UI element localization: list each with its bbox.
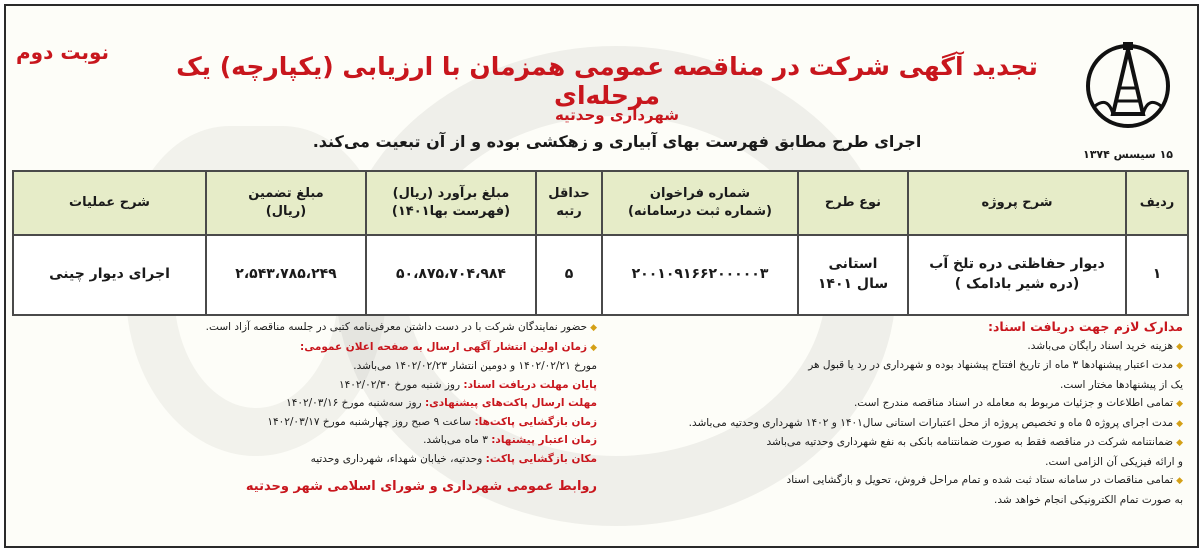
list-item: ◆تمامی مناقصات در سامانه ستاد ثبت شده و تمام مراحل فروش، تحویل و بازگشایی اسناد — [786, 474, 1183, 486]
header-type: نوع طرح — [798, 171, 908, 235]
required-documents — [613, 318, 1183, 509]
document-deadline: پایان مهلت دریافت اسناد: روز شنبه مورخ ۱۴۰۲/۰۲/۳۰ — [338, 378, 597, 391]
first-publication-value: مورخ ۱۴۰۲/۰۲/۲۱ و دومین انتشار ۱۴۰۲/۰۲/۲۳ می‌باشد. — [353, 360, 597, 372]
bullet-icon: ◆ — [1176, 476, 1183, 486]
cell-row-no: ۱ — [1126, 235, 1188, 315]
municipality-logo — [1073, 36, 1183, 176]
list-item: ◆مدت اعتبار پیشنهادها ۳ ماه از تاریخ افتتاح پیشنهاد بوده و شهرداری در رد یا قبول هر — [808, 359, 1183, 371]
tender-notice — [4, 4, 1199, 548]
bullet-icon: ◆ — [1176, 399, 1183, 409]
header-tender-no: شماره فراخوان (شماره ثبت درسامانه) — [602, 171, 798, 235]
list-item: ◆هزینه خرید اسناد رایگان می‌باشد. — [1027, 339, 1183, 352]
list-item-continued: یک از پیشنهادها مختار است. — [1060, 378, 1183, 391]
round-badge: نوبت دوم — [16, 40, 110, 64]
notice-title: تجدید آگهی شرکت در مناقصه عمومی همزمان با ارزیابی (یکپارچه) یک مرحله‌ای — [176, 52, 1038, 110]
table-row — [13, 235, 1188, 315]
cell-type: استانی سال ۱۴۰۱ — [798, 235, 908, 315]
schedule-details — [17, 318, 597, 497]
logo-caption: ۱۵ سیسس ۱۳۷۴ — [1082, 148, 1173, 161]
attendance-note: ◆حضور نمایندگان شرکت با در دست داشتن معرفی‌نامه کتبی در جلسه مناقصه آزاد است. — [205, 321, 597, 333]
header-estimate: مبلغ برآورد (ریال) (فهرست بها۱۴۰۱) — [366, 171, 536, 235]
cell-operation: اجرای دیوار چینی — [13, 235, 206, 315]
tender-table — [12, 170, 1189, 316]
opening-time: زمان بازگشایی پاکت‌ها: ساعت ۹ صبح روز چهارشنبه مورخ ۱۴۰۲/۰۳/۱۷ — [267, 415, 597, 428]
validity-period: زمان اعتبار پیشنهاد: ۳ ماه می‌باشد. — [423, 434, 597, 446]
cell-tender-no: ۲۰۰۱۰۹۱۶۶۲۰۰۰۰۰۳ — [602, 235, 798, 315]
header-operation: شرح عملیات — [13, 171, 206, 235]
bullet-icon: ◆ — [1176, 438, 1183, 448]
header-min-rank: حداقل رتبه — [536, 171, 602, 235]
bullet-icon: ◆ — [590, 323, 597, 333]
list-item-continued: به صورت تمام الکترونیکی انجام خواهد شد. — [994, 493, 1183, 506]
notice-description: اجرای طرح مطابق فهرست بهای آبیاری و زهکشی بوده و از آن تبعیت می‌کند. — [312, 132, 922, 151]
list-item: ◆مدت اجرای پروژه ۵ ماه و تخصیص پروژه از محل اعتبارات استانی سال۱۴۰۱ و ۱۴۰۲ شهرداری وحدتیه می‌باشد. — [688, 416, 1183, 429]
public-relations-footer: روابط عمومی شهرداری و شورای اسلامی شهر وحدتیه — [245, 479, 597, 494]
header-guarantee: مبلغ تضمین (ریال) — [206, 171, 366, 235]
opening-place: مکان بازگشایی پاکت: وحدتیه، خیابان شهداء، شهرداری وحدتیه — [310, 452, 597, 465]
cell-guarantee: ۲،۵۴۳،۷۸۵،۲۴۹ — [206, 235, 366, 315]
header-row-no: ردیف — [1126, 171, 1188, 235]
documents-heading: مدارک لازم جهت دریافت اسناد: — [987, 319, 1183, 334]
list-item: ◆ضمانتنامه شرکت در مناقصه فقط به صورت ضمانتنامه بانکی به نفع شهرداری وحدتیه می‌باشد — [766, 436, 1183, 448]
bullet-icon: ◆ — [1176, 341, 1183, 352]
list-item-continued: و ارائه فیزیکی آن الزامی است. — [1045, 455, 1183, 468]
cell-estimate: ۵۰،۸۷۵،۷۰۴،۹۸۴ — [366, 235, 536, 315]
municipality-name: شهرداری وحدتیه — [554, 106, 680, 124]
list-item: ◆تمامی اطلاعات و جزئیات مربوط به معامله در اسناد مناقصه مندرج است. — [853, 397, 1183, 409]
cell-project: دیوار حفاظتی دره تلخ آب (دره شیر بادامک ) — [908, 235, 1126, 315]
bullet-icon: ◆ — [1176, 361, 1183, 371]
bid-deadline: مهلت ارسال پاکت‌های پیشنهادی: روز سه‌شنبه مورخ ۱۴۰۲/۰۳/۱۶ — [286, 397, 597, 409]
tower-icon — [1083, 36, 1173, 146]
bullet-icon: ◆ — [590, 342, 597, 353]
cell-min-rank: ۵ — [536, 235, 602, 315]
first-publication-label: ◆زمان اولین انتشار آگهی ارسال به صفحه اعلان عمومی: — [300, 340, 597, 353]
table-header-row — [13, 171, 1188, 235]
bullet-icon: ◆ — [1176, 418, 1183, 429]
header-project: شرح پروژه — [908, 171, 1126, 235]
